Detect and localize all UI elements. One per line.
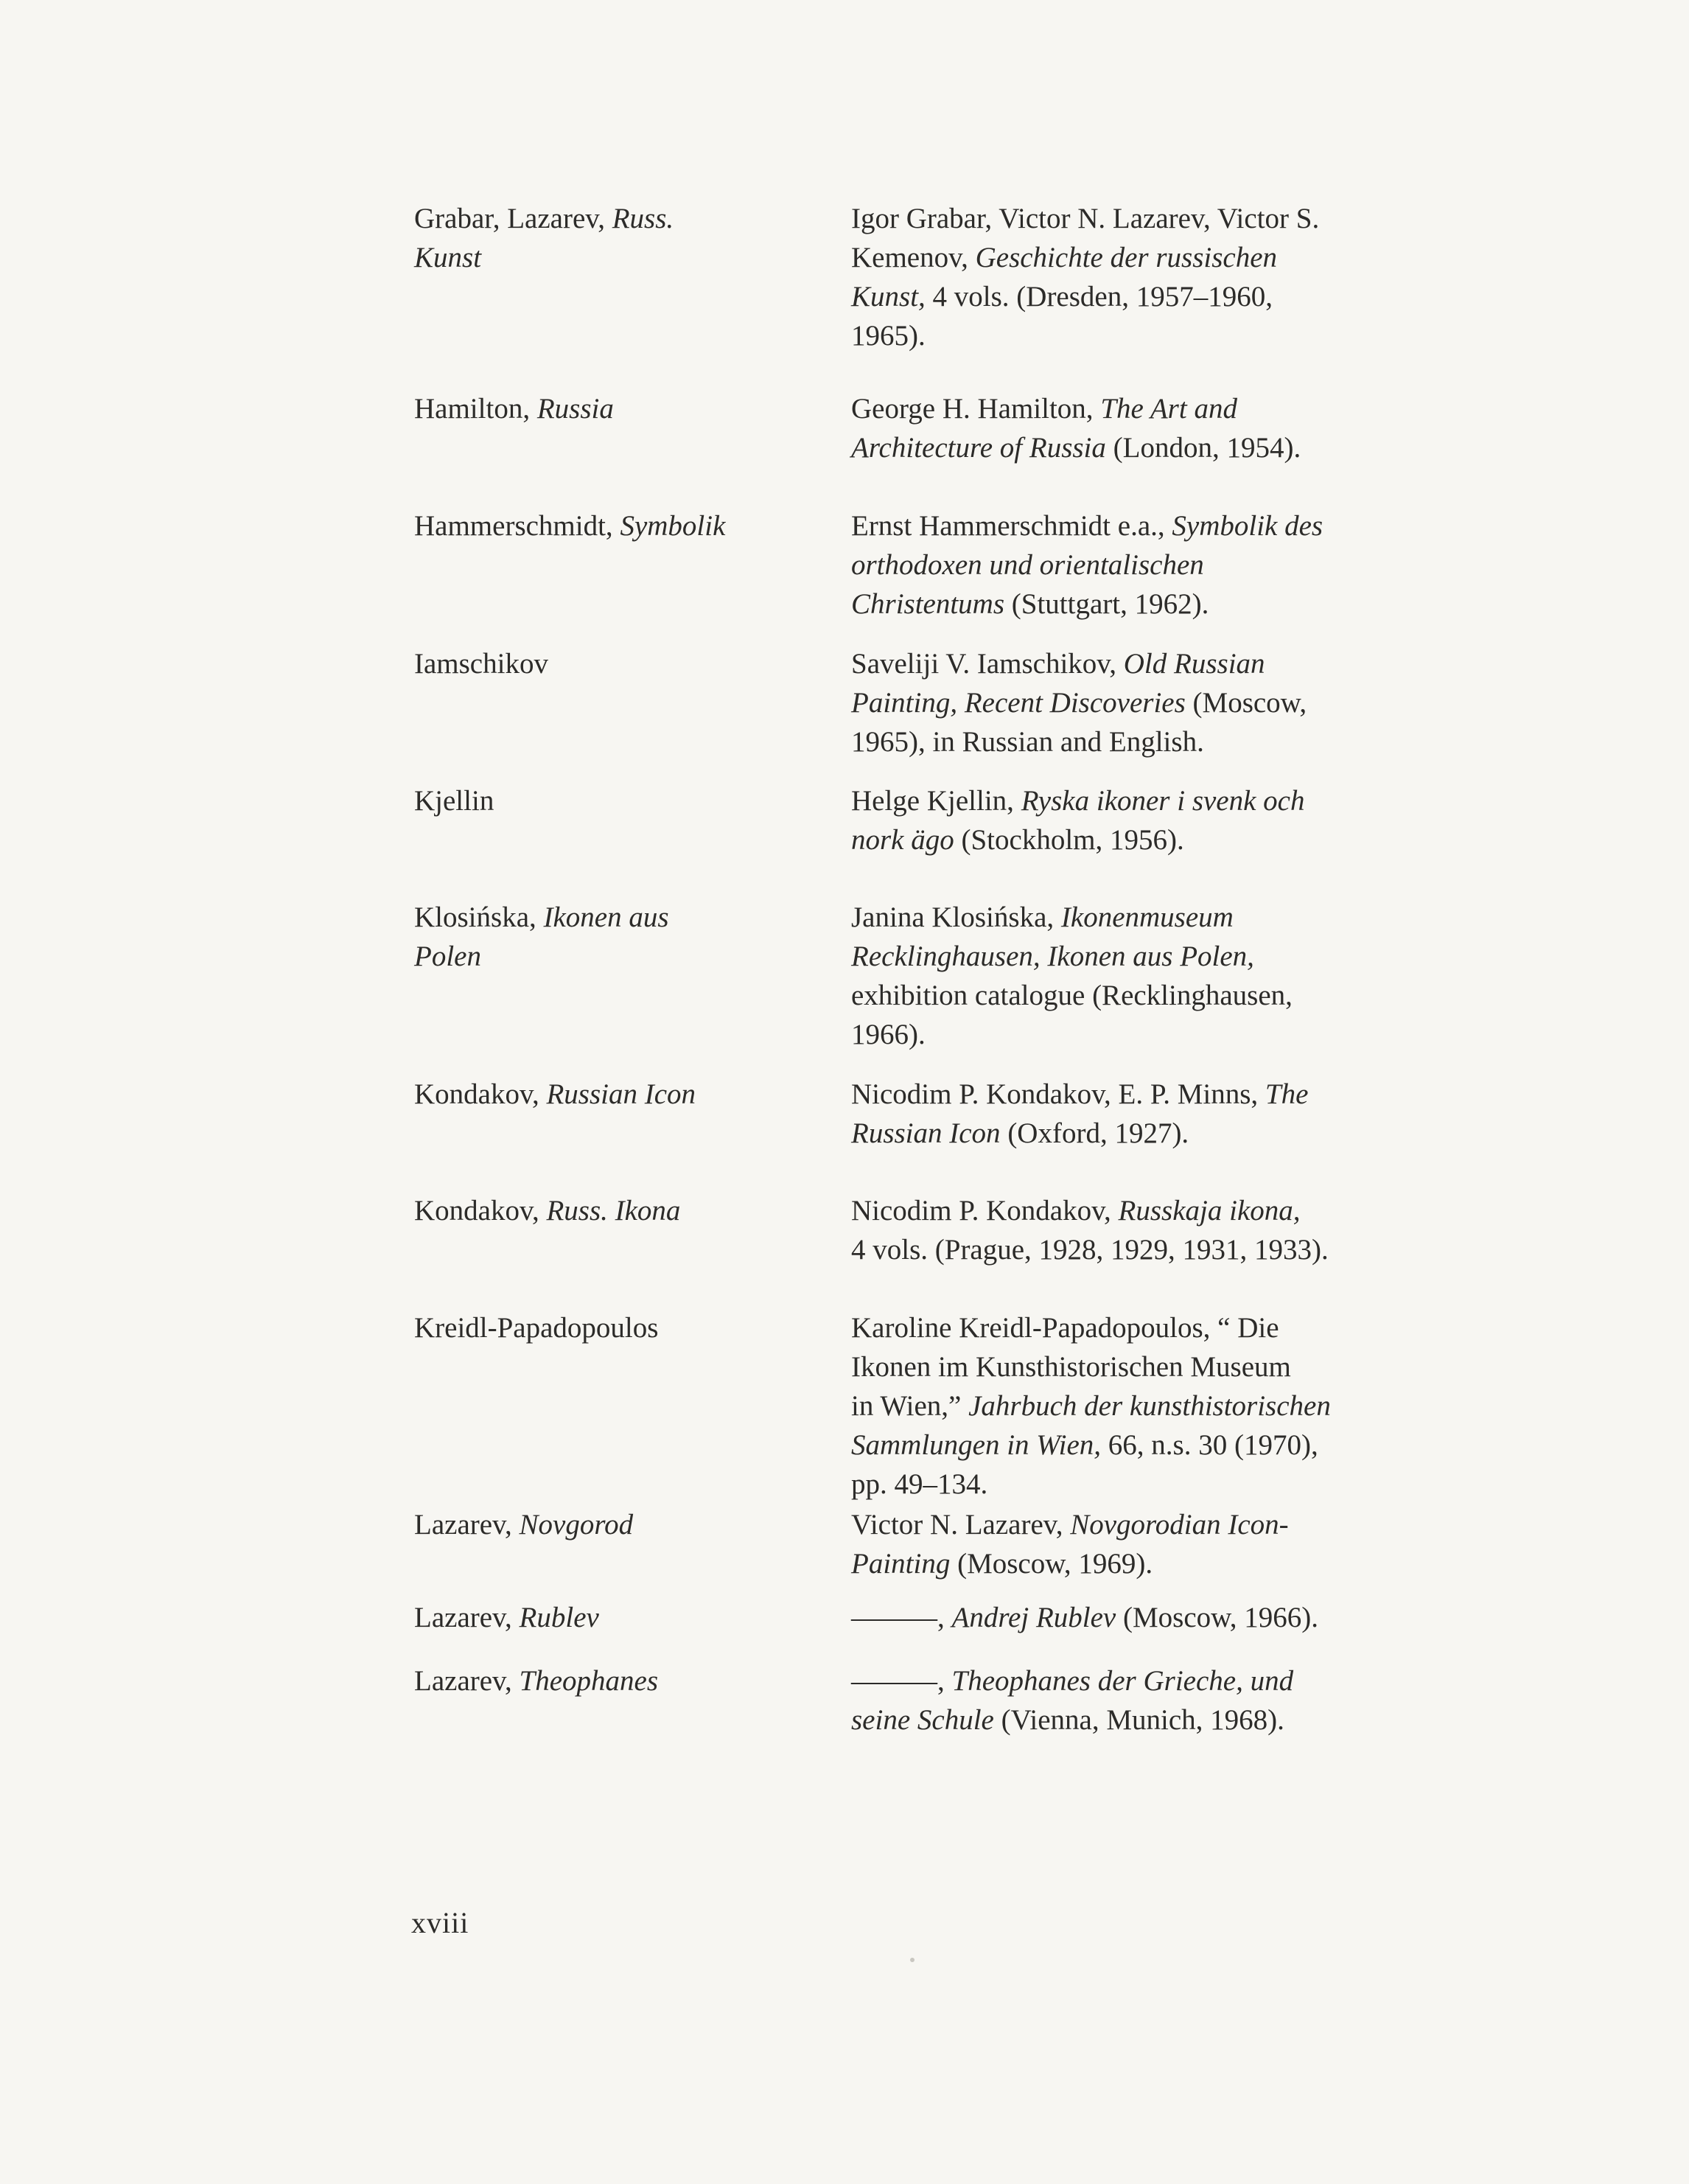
- full-citation: [851, 1075, 1455, 1153]
- text-run: (Stockholm, 1956).: [954, 824, 1184, 856]
- text-run: Grabar, Lazarev,: [414, 203, 612, 234]
- italic-text-run: Ryska ikoner i svenk och: [1021, 785, 1305, 817]
- short-citation: [414, 898, 812, 976]
- full-citation: [851, 1308, 1455, 1504]
- short-citation: [414, 389, 812, 428]
- text-run: Hamilton,: [414, 393, 537, 425]
- text-run: Nicodim P. Kondakov, E. P. Minns,: [851, 1078, 1265, 1110]
- text-run: Helge Kjellin,: [851, 785, 1021, 817]
- text-run: (Vienna, Munich, 1968).: [993, 1704, 1284, 1736]
- text-run: 4 vols. (Prague, 1928, 1929, 1931, 1933).: [851, 1234, 1329, 1266]
- text-run: (Moscow,: [1185, 687, 1307, 719]
- bibliography-entry: [414, 1075, 1475, 1153]
- short-citation: [414, 1598, 812, 1637]
- italic-text-run: Symbolik des: [1172, 510, 1323, 542]
- text-run: Kemenov,: [851, 242, 976, 273]
- text-run: Ernst Hammerschmidt e.a.,: [851, 510, 1172, 542]
- text-run: 1965).: [851, 320, 926, 352]
- italic-text-run: Russ. Ikona: [546, 1195, 681, 1227]
- text-run: 66, n.s. 30 (1970),: [1101, 1429, 1318, 1461]
- text-run: (Moscow, 1966).: [1116, 1602, 1319, 1633]
- page-number: xviii: [411, 1906, 469, 1939]
- italic-text-run: Jahrbuch der kunsthistorischen: [968, 1390, 1331, 1422]
- bibliography-entry: [414, 1191, 1475, 1269]
- paper-speck: [910, 1958, 915, 1962]
- bibliography-entry: [414, 644, 1475, 761]
- text-run: 1966).: [851, 1019, 926, 1050]
- full-citation: [851, 389, 1455, 467]
- text-run: Ikonen im Kunsthistorischen Museum: [851, 1351, 1291, 1383]
- italic-text-run: Novgorodian Icon-: [1070, 1509, 1289, 1541]
- full-citation: [851, 644, 1455, 761]
- text-run: (Moscow, 1969).: [950, 1548, 1153, 1580]
- short-citation: [414, 781, 812, 820]
- italic-text-run: Kunst: [414, 242, 482, 273]
- italic-text-run: The: [1265, 1078, 1309, 1110]
- full-citation: [851, 199, 1455, 355]
- text-run: Karoline Kreidl-Papadopoulos, “ Die: [851, 1312, 1279, 1344]
- short-citation: [414, 1191, 812, 1230]
- italic-text-run: Theophanes: [519, 1665, 659, 1697]
- bibliography-entry: [414, 199, 1475, 355]
- text-run: Janina Klosińska,: [851, 901, 1061, 933]
- italic-text-run: Architecture of Russia: [851, 432, 1106, 464]
- text-run: George H. Hamilton,: [851, 393, 1101, 425]
- short-citation: [414, 1661, 812, 1700]
- bibliography-entry: [414, 898, 1475, 1054]
- text-run: Lazarev,: [414, 1509, 520, 1541]
- short-citation: [414, 199, 812, 277]
- bibliography-entry: [414, 1598, 1475, 1637]
- italic-text-run: Geschichte der russischen: [975, 242, 1277, 273]
- italic-text-run: The Art and: [1100, 393, 1237, 425]
- full-citation: [851, 781, 1455, 859]
- full-citation: [851, 898, 1455, 1054]
- bibliography-entry: [414, 1308, 1475, 1504]
- italic-text-run: Ikonenmuseum: [1060, 901, 1234, 933]
- bibliography-entry: [414, 1661, 1475, 1740]
- italic-text-run: nork ägo: [851, 824, 954, 856]
- short-citation: [414, 1308, 812, 1347]
- text-run: (Oxford, 1927).: [1000, 1117, 1189, 1149]
- bibliography-entry: [414, 781, 1475, 859]
- text-run: Klosińska,: [414, 901, 544, 933]
- bibliography-entry: [414, 389, 1475, 467]
- short-citation: [414, 1075, 812, 1114]
- text-run: in Wien,”: [851, 1390, 969, 1422]
- italic-text-run: Kunst,: [851, 281, 926, 313]
- italic-text-run: Russ.: [612, 203, 674, 234]
- text-run: 1965), in Russian and English.: [851, 726, 1204, 758]
- italic-text-run: Russia: [536, 393, 614, 425]
- text-run: ———,: [851, 1602, 952, 1633]
- italic-text-run: Ikonen aus: [543, 901, 669, 933]
- italic-text-run: Painting: [851, 1548, 951, 1580]
- short-citation: [414, 506, 812, 545]
- bibliography-entry: [414, 506, 1475, 624]
- short-citation: [414, 644, 812, 683]
- text-run: Iamschikov: [414, 648, 548, 680]
- italic-text-run: Andrej Rublev: [951, 1602, 1116, 1633]
- italic-text-run: Russian Icon: [546, 1078, 696, 1110]
- text-run: Igor Grabar, Victor N. Lazarev, Victor S.: [851, 203, 1320, 234]
- text-run: pp. 49–134.: [851, 1468, 988, 1500]
- text-run: exhibition catalogue (Recklinghausen,: [851, 980, 1293, 1011]
- italic-text-run: seine Schule: [851, 1704, 994, 1736]
- italic-text-run: Old Russian: [1123, 648, 1265, 680]
- text-run: Lazarev,: [414, 1602, 520, 1633]
- short-citation: [414, 1505, 812, 1544]
- italic-text-run: Rublev: [519, 1602, 599, 1633]
- italic-text-run: Painting, Recent Discoveries: [851, 687, 1186, 719]
- italic-text-run: Russkaja ikona,: [1118, 1195, 1301, 1227]
- text-run: Hammerschmidt,: [414, 510, 620, 542]
- text-run: ———,: [851, 1665, 952, 1697]
- full-citation: [851, 1598, 1455, 1637]
- text-run: Lazarev,: [414, 1665, 520, 1697]
- text-run: (London, 1954).: [1105, 432, 1301, 464]
- text-run: Kreidl-Papadopoulos: [414, 1312, 659, 1344]
- italic-text-run: Christentums: [851, 588, 1005, 620]
- italic-text-run: Russian Icon: [851, 1117, 1001, 1149]
- text-run: (Stuttgart, 1962).: [1004, 588, 1209, 620]
- text-run: Nicodim P. Kondakov,: [851, 1195, 1119, 1227]
- italic-text-run: Symbolik: [620, 510, 726, 542]
- italic-text-run: Sammlungen in Wien,: [851, 1429, 1102, 1461]
- full-citation: [851, 506, 1455, 624]
- full-citation: [851, 1661, 1455, 1740]
- text-run: Saveliji V. Iamschikov,: [851, 648, 1124, 680]
- text-run: 4 vols. (Dresden, 1957–1960,: [925, 281, 1273, 313]
- text-run: Kjellin: [414, 785, 494, 817]
- italic-text-run: orthodoxen und orientalischen: [851, 549, 1204, 581]
- bibliography-entry: [414, 1505, 1475, 1583]
- italic-text-run: Novgorod: [519, 1509, 634, 1541]
- full-citation: [851, 1191, 1455, 1269]
- text-run: Victor N. Lazarev,: [851, 1509, 1071, 1541]
- italic-text-run: Recklinghausen, Ikonen aus Polen,: [851, 941, 1254, 972]
- italic-text-run: Polen: [414, 941, 481, 972]
- full-citation: [851, 1505, 1455, 1583]
- italic-text-run: Theophanes der Grieche, und: [951, 1665, 1294, 1697]
- text-run: Kondakov,: [414, 1078, 547, 1110]
- text-run: Kondakov,: [414, 1195, 547, 1227]
